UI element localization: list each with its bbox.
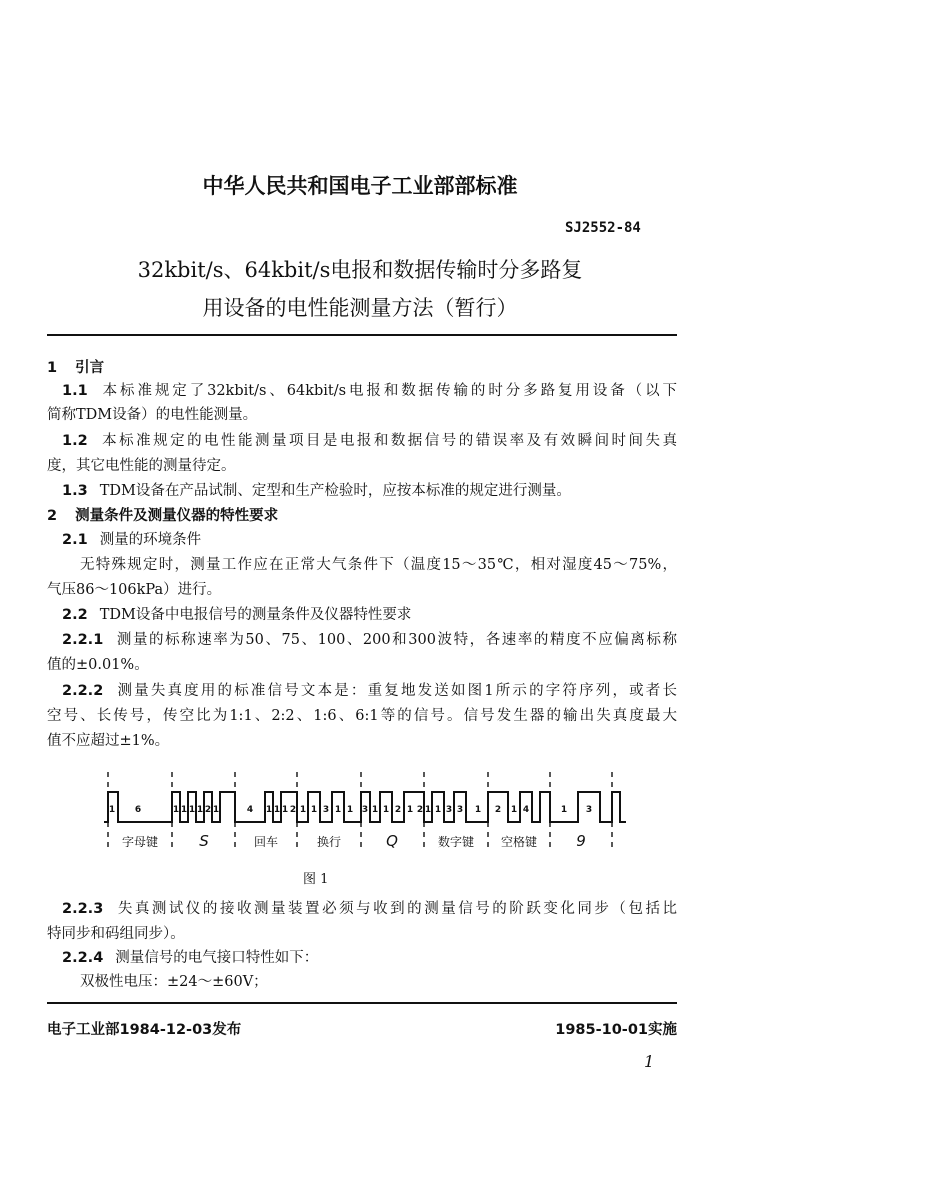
bit-label: 3: [585, 805, 593, 815]
bit-label: 1: [265, 805, 273, 815]
section-1-3: 1.3 TDM设备在产品试制、定型和生产检验时，应按本标准的规定进行测量。: [62, 483, 571, 499]
effective-date: 1985-10-01实施: [555, 1022, 677, 1038]
bit-label: 2: [494, 805, 502, 815]
bit-label: 2: [289, 805, 297, 815]
bit-label: 3: [456, 805, 464, 815]
bit-label: 3: [361, 805, 369, 815]
document-title-line-1: 32kbit/s、64kbit/s电报和数据传输时分多路复: [137, 258, 583, 282]
group-labels: [122, 832, 586, 850]
bit-label: 1: [299, 805, 307, 815]
figure-1-signal-diagram: [100, 770, 640, 862]
section-2-2-4-sub: 双极性电压：±24～±60V；: [80, 974, 268, 990]
bit-label: 1: [371, 805, 379, 815]
page-number: 1: [644, 1052, 655, 1071]
bit-label: 1: [434, 805, 442, 815]
bit-label: 1: [310, 805, 318, 815]
bit-label: 1: [180, 805, 188, 815]
group-label: 字母键: [121, 835, 159, 849]
bit-label: 1: [196, 805, 204, 815]
bit-label: 1: [334, 805, 342, 815]
section-2-2-2-line-1: 2.2.2 测量失真度用的标准信号文本是：重复地发送如图1所示的字符序列，或者长: [62, 683, 677, 699]
group-label: 空格键: [500, 835, 538, 849]
publish-date: 电子工业部1984-12-03发布: [47, 1022, 242, 1038]
section-2-2-3-line-1: 2.2.3 失真测试仪的接收测量装置必须与收到的测量信号的阶跃变化同步（包括比: [62, 901, 677, 917]
section-2-2-2-line-3: 值不应超过±1%。: [47, 733, 170, 749]
bit-label: 2: [416, 805, 424, 815]
section-1-2-line-2: 度，其它电性能的测量待定。: [47, 458, 236, 474]
section-1-1-line-2: 简称TDM设备）的电性能测量。: [47, 407, 258, 423]
section-1-1-line-1: 1.1 本标准规定了32kbit/s、64kbit/s电报和数据传输的时分多路复用设备（以下: [62, 383, 677, 399]
section-2-2-2-line-2: 空号、长传号，传空比为1:1、2:2、1:6、6:1等的信号。信号发生器的输出失真度最大: [47, 708, 677, 724]
document-title-line-2: 用设备的电性能测量方法（暂行）: [202, 296, 518, 320]
section-2-2-1-line-2: 值的±0.01%。: [47, 657, 149, 673]
bit-label: 6: [134, 805, 142, 815]
header-rule: [47, 334, 677, 336]
section-2-2-4: 2.2.4 测量信号的电气接口特性如下：: [62, 950, 319, 966]
bit-label: 2: [204, 805, 212, 815]
section-2-heading: 2 测量条件及测量仪器的特性要求: [47, 508, 279, 524]
section-2-1-line-1: 无特殊规定时，测量工作应在正常大气条件下（温度15～35℃，相对湿度45～75%，: [80, 557, 677, 573]
group-label: 回车: [253, 835, 279, 849]
section-2-1-line-2: 气压86～106kPa）进行。: [47, 582, 222, 598]
bit-label: 1: [406, 805, 414, 815]
bit-label: 1: [382, 805, 390, 815]
section-2-2-3-line-2: 特同步和码组同步）。: [47, 926, 185, 942]
section-2-1-heading: 2.1 测量的环境条件: [62, 532, 202, 548]
group-label: 9: [576, 832, 586, 850]
section-1-2-line-1: 1.2 本标准规定的电性能测量项目是电报和数据信号的错误率及有效瞬间时间失真: [62, 433, 677, 449]
group-label: S: [199, 832, 209, 850]
bit-label: 1: [188, 805, 196, 815]
group-label: Q: [386, 832, 398, 850]
bit-label: 3: [445, 805, 453, 815]
bit-label: 1: [108, 805, 116, 815]
bit-label: 2: [394, 805, 402, 815]
bit-label: 1: [273, 805, 281, 815]
group-label: 数字键: [437, 835, 475, 849]
bit-label: 3: [322, 805, 330, 815]
bit-label: 4: [522, 805, 530, 815]
section-1-heading: 1 引言: [47, 360, 105, 376]
bit-label: 1: [424, 805, 432, 815]
bit-label: 1: [474, 805, 482, 815]
bit-label: 1: [172, 805, 180, 815]
bit-label: 1: [281, 805, 289, 815]
issuing-organization: 中华人民共和国电子工业部部标准: [202, 174, 518, 198]
section-2-2-1-line-1: 2.2.1 测量的标称速率为50、75、100、200和300波特，各速率的精度不应偏离标称: [62, 632, 677, 648]
group-label: 换行: [316, 835, 342, 849]
bit-label: 1: [560, 805, 568, 815]
footer-rule: [47, 1002, 677, 1004]
bit-label: 1: [212, 805, 220, 815]
figure-1-caption: 图 1: [303, 872, 329, 887]
bit-label: 1: [510, 805, 518, 815]
bit-label: 4: [246, 805, 254, 815]
standard-code: SJ2552-84: [565, 220, 641, 236]
section-2-2-heading: 2.2 TDM设备中电报信号的测量条件及仪器特性要求: [62, 607, 412, 623]
bit-label: 1: [346, 805, 354, 815]
